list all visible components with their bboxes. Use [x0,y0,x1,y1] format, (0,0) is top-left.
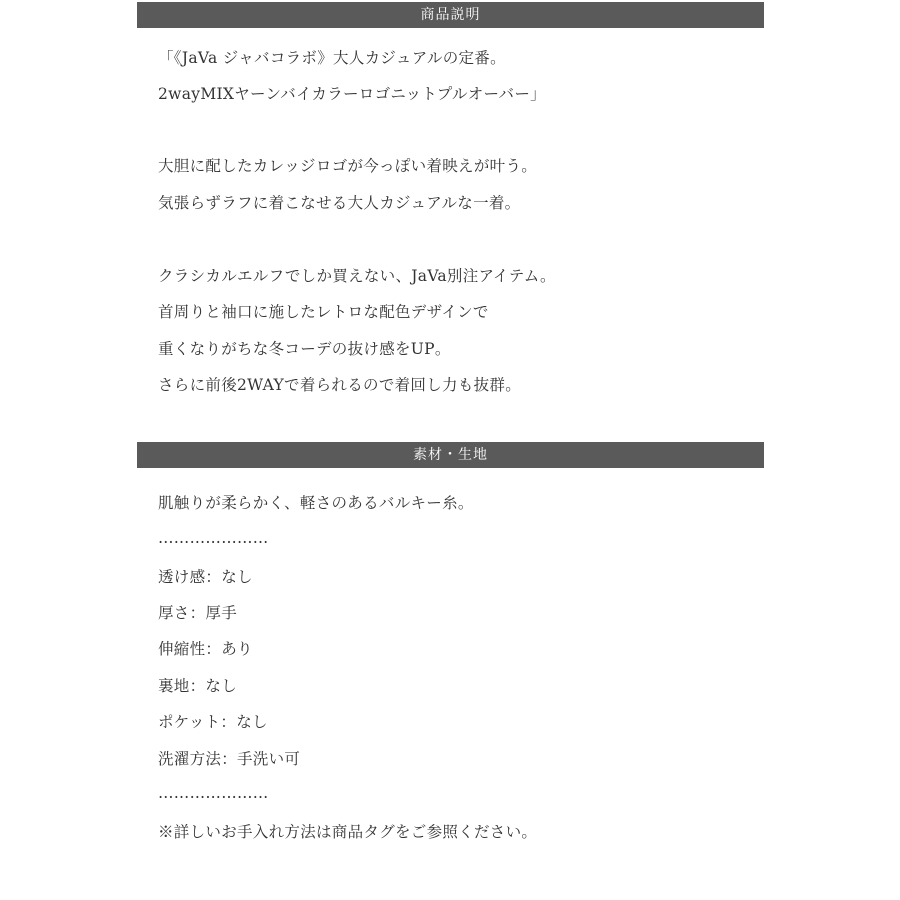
spec-item: 洗濯方法：手洗い可 [158,750,301,768]
dotted-divider: ………………… [158,529,269,547]
description-line: 2wayMIXヤーンバイカラーロゴニットプルオーバー」 [158,85,546,103]
spec-item: 厚さ：厚手 [158,604,238,622]
section-header-material: 素材・生地 [137,442,764,468]
description-line: クラシカルエルフでしか買えない、JaVa別注アイテム。 [158,267,556,285]
care-note: ※詳しいお手入れ方法は商品タグをご参照ください。 [158,823,538,841]
description-line: 重くなりがちな冬コーデの抜け感をUP。 [158,340,451,358]
description-line: さらに前後2WAYで着られるので着回し力も抜群。 [158,376,522,394]
description-line: 気張らずラフに着こなせる大人カジュアルな一着。 [158,194,521,212]
spec-item: 透け感：なし [158,568,253,586]
section-header-description: 商品説明 [137,2,764,28]
material-intro: 肌触りが柔らかく、軽さのあるバルキー糸。 [158,494,474,512]
description-line: 大胆に配したカレッジロゴが今っぽい着映えが叶う。 [158,157,538,175]
description-line: 首周りと袖口に施したレトロな配色デザインで [158,303,489,321]
spec-item: ポケット：なし [158,713,268,731]
spec-item: 伸縮性：あり [158,640,253,658]
dotted-divider: ………………… [158,784,269,802]
spec-item: 裏地：なし [158,677,238,695]
description-line: 「《JaVa ジャバコラボ》大人カジュアルの定番。 [158,49,506,67]
